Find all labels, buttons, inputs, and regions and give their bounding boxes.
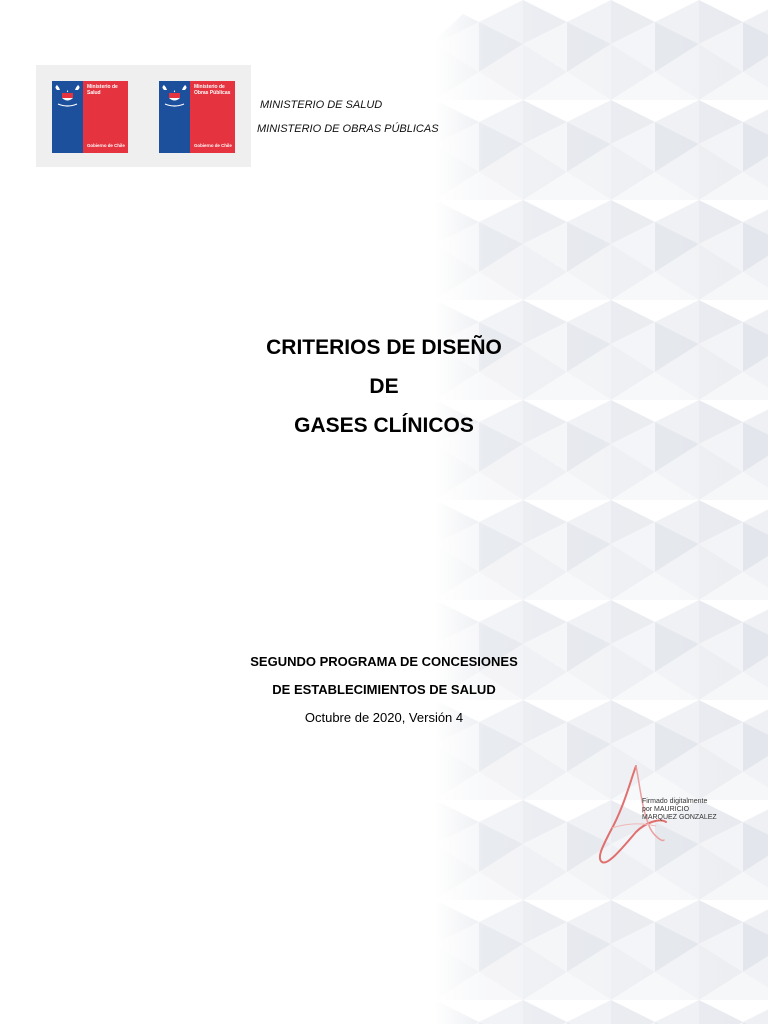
subtitle-line: SEGUNDO PROGRAMA DE CONCESIONES <box>250 654 518 669</box>
edition-date: Octubre de 2020, Versión 4 <box>304 710 464 725</box>
subtitle-line: DE ESTABLECIMIENTOS DE SALUD <box>272 682 496 697</box>
signature-line: MARQUEZ GONZALEZ <box>642 814 717 821</box>
chile-coat-of-arms-icon <box>161 84 188 108</box>
signature-line: Firmado digitalmente <box>642 798 708 805</box>
ministry-public-works-name: MINISTERIO DE OBRAS PÚBLICAS <box>257 123 439 135</box>
ministry-health-name: MINISTERIO DE SALUD <box>260 99 383 111</box>
ministerio-de-salud-logo <box>52 81 128 153</box>
digital-signature <box>590 762 740 867</box>
signature-line: por MAURICIO <box>642 806 690 813</box>
logo-government-name: Gobierno de Chile <box>194 143 232 148</box>
logo-government-name: Gobierno de Chile <box>87 143 125 148</box>
document-subtitle <box>184 648 584 732</box>
title-line: DE <box>369 375 399 398</box>
header-logo-box <box>36 65 251 167</box>
chile-coat-of-arms-icon <box>54 84 81 108</box>
logo-ministry-name: Ministerio de Obras Públicas <box>194 84 231 96</box>
ministerio-de-obras-publicas-logo <box>159 81 235 153</box>
title-line: CRITERIOS DE DISEÑO <box>266 336 502 359</box>
document-title <box>184 328 584 445</box>
title-line: GASES CLÍNICOS <box>294 414 474 437</box>
signature-text <box>642 798 717 822</box>
logo-ministry-name: Ministerio de Salud <box>87 84 118 96</box>
